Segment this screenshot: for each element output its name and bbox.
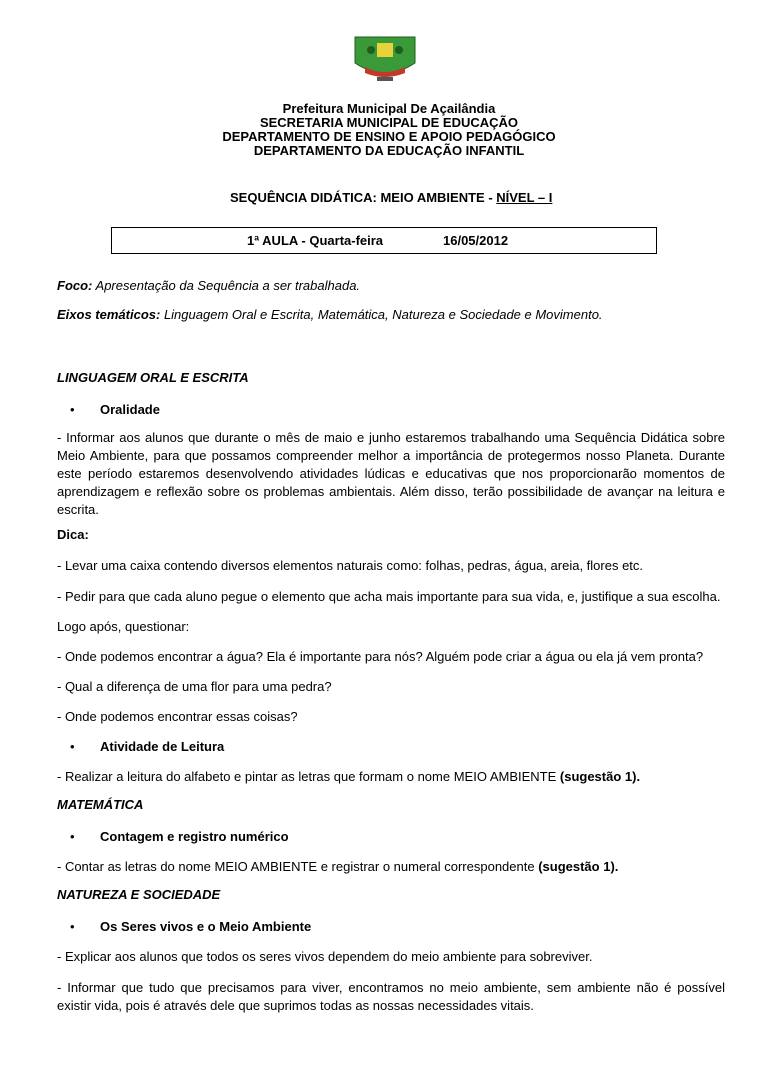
- question-2: - Qual a diferença de uma flor para uma pedra?: [57, 679, 332, 694]
- contar-sugestao: (sugestão 1).: [538, 859, 619, 874]
- bullet-oralidade-label: Oralidade: [100, 402, 160, 417]
- paragraph-pedir: - Pedir para que cada aluno pegue o elemento que acha mais importante para sua vida, e, justifique a sua escolha.: [57, 589, 721, 604]
- bullet-seres: [70, 919, 311, 934]
- bullet-leitura-label: Atividade de Leitura: [100, 739, 225, 754]
- bullet-dot-icon: •: [70, 829, 75, 844]
- paragraph-leitura: [57, 768, 725, 786]
- aula-title: 1ª AULA - Quarta-feira: [247, 233, 384, 248]
- foco-text: Apresentação da Sequência a ser trabalhada.: [92, 278, 361, 293]
- paragraph-intro: - Informar aos alunos que durante o mês de maio e junho estaremos trabalhando uma Sequência Didática sobre Meio Ambiente, para que possamos compreender melhor a importância de protegermos nosso Planeta. Durante este período estaremos desenvolvendo atividades lúdicas e educativas que nos proporcionarão momentos de aprendizagem e reflexão sobre os problemas ambientais. Além disso, terão possibilidade de avançar na leitura e escrita.: [57, 430, 725, 517]
- section-natureza: NATUREZA E SOCIEDADE: [57, 887, 221, 902]
- bullet-contagem: [70, 829, 289, 844]
- leitura-sugestao: (sugestão 1).: [559, 769, 641, 784]
- eixos-text: Linguagem Oral e Escrita, Matemática, Natureza e Sociedade e Movimento.: [160, 307, 603, 322]
- section-linguagem: LINGUAGEM ORAL E ESCRITA: [57, 370, 249, 385]
- contar-text: - Contar as letras do nome MEIO AMBIENTE e registrar o numeral correspondente: [57, 859, 539, 874]
- aula-box: [111, 227, 657, 254]
- bullet-dot-icon: •: [70, 402, 75, 417]
- bullet-oralidade: [70, 402, 160, 417]
- header-departamento-infantil: DEPARTAMENTO DA EDUCAÇÃO INFANTIL: [253, 143, 525, 158]
- foco-line: [57, 277, 725, 295]
- paragraph-explicar: - Explicar aos alunos que todos os seres vivos dependem do meio ambiente para sobreviver.: [57, 949, 593, 964]
- eixos-label: Eixos temáticos:: [57, 307, 161, 322]
- paragraph-caixa: - Levar uma caixa contendo diversos elementos naturais como: folhas, pedras, água, areia, flores etc.: [57, 558, 644, 573]
- bullet-seres-label: Os Seres vivos e o Meio Ambiente: [100, 919, 312, 934]
- question-1: - Onde podemos encontrar a água? Ela é importante para nós? Alguém pode criar a água ou ela já vem pronta?: [57, 649, 704, 664]
- eixos-line: [57, 306, 725, 324]
- paragraph-informar: - Informar que tudo que precisamos para viver, encontramos no meio ambiente, sem ambiente não é possível existir vida, pois é através dele que suprimos todas as nossas necessidades vitais.: [57, 980, 725, 1013]
- bullet-dot-icon: •: [70, 739, 75, 754]
- question-3: - Onde podemos encontrar essas coisas?: [57, 709, 298, 724]
- leitura-text: - Realizar a leitura do alfabeto e pintar as letras que formam o nome MEIO AMBIENTE: [57, 769, 560, 784]
- municipal-logo: [347, 33, 423, 85]
- bullet-leitura: [70, 739, 224, 754]
- header-departamento-ensino: DEPARTAMENTO DE ENSINO E APOIO PEDAGÓGICO: [222, 129, 556, 144]
- bullet-dot-icon: •: [70, 919, 75, 934]
- foco-label: Foco:: [57, 278, 93, 293]
- aula-date: 16/05/2012: [443, 233, 509, 248]
- header-secretaria: SECRETARIA MUNICIPAL DE EDUCAÇÃO: [259, 115, 519, 130]
- bullet-contagem-label: Contagem e registro numérico: [100, 829, 289, 844]
- sequence-level: NÍVEL – I: [496, 190, 553, 205]
- sequence-prefix: SEQUÊNCIA DIDÁTICA: MEIO AMBIENTE -: [230, 190, 497, 205]
- paragraph-contar: [57, 858, 725, 876]
- dica-label: Dica:: [57, 527, 89, 542]
- header-prefeitura: Prefeitura Municipal De Açailândia: [282, 101, 496, 116]
- sequence-title: [230, 190, 552, 205]
- section-matematica: MATEMÁTICA: [57, 797, 144, 812]
- paragraph-logo: Logo após, questionar:: [57, 619, 190, 634]
